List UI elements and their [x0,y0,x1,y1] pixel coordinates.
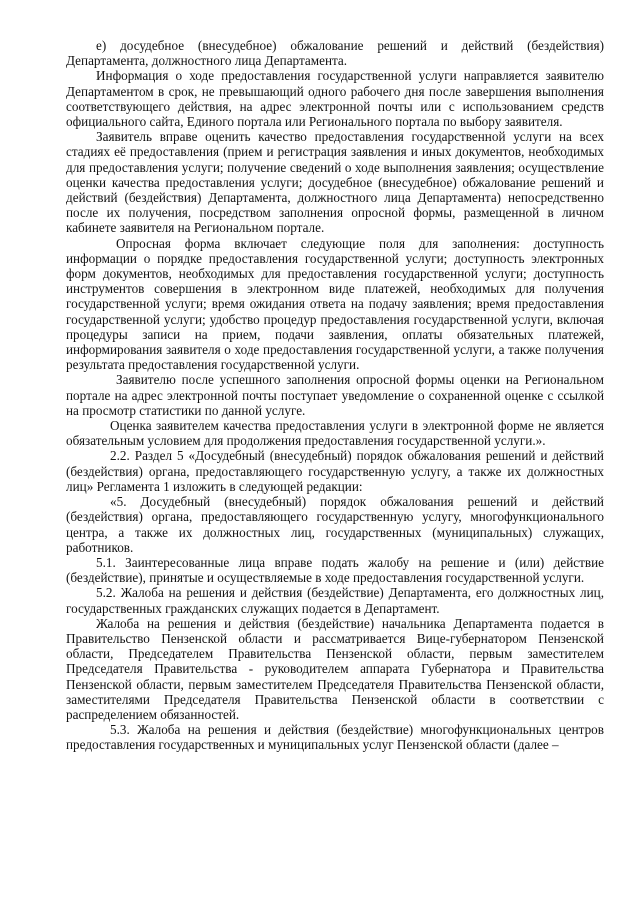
paragraph-section-5-3: 5.3. Жалоба на решения и действия (бездействие) многофункциональных центров предоставления государственных и муниципальных услуг Пензенской области (далее – [66,722,604,753]
paragraph-survey-fields: Опросная форма включает следующие поля для заполнения: доступность информации о порядке предоставления государственной услуги; доступность электронных форм документов, необходимых для предоставления государственной услуги; доступность инструментов совершения в электронном виде платежей, необходимых для получения государственной услуги; время ожидания ответа на подачу заявления; время предоставления государственной услуги; удобство процедур предоставления государственной услуги, включая процедуры записи на прием, подачи заявления, оплаты обязательных платежей, информирования заявителя о ходе предоставления государственной услуги, а также получения результата предоставления государственной услуги. [66,235,604,373]
paragraph-section-5-1: 5.1. Заинтересованные лица вправе подать жалобу на решение и (или) действие (бездействие), принятые и осуществляемые в ходе предоставления государственной услуги. [66,554,604,586]
paragraph-survey-notification: Заявителю после успешного заполнения опросной формы оценки на Региональном портале на адрес электронной почты поступает уведомление о сохраненной оценке с ссылкой на просмотр статистики по данной услуге. [66,372,604,418]
paragraph-status-info: Информация о ходе предоставления государственной услуги направляется заявителю Департаментом в срок, не превышающий одного рабочего дня после завершения выполнения соответствующего действия, на адрес электронной почты или с использованием средств официального сайта, Единого портала или Регионального портала по выбору заявителя. [66,68,604,130]
paragraph-item-e: е) досудебное (внесудебное) обжалование решений и действий (бездействия) Департамента, должностного лица Департамента. [66,38,604,69]
paragraph-section-2-2: 2.2. Раздел 5 «Досудебный (внесудебный) порядок обжалования решений и действий (бездействия) органа, предоставляющего государственную услугу, а также их должностных лиц» Регламента 1 изложить в следующей редакции: [66,448,604,494]
paragraph-quality-rating: Заявитель вправе оценить качество предоставления государственной услуги на всех стадиях её предоставления (прием и регистрация заявления и иных документов, необходимых для предоставления услуги; получение сведений о ходе выполнения заявления; осуществление оценки качества предоставления услуги; досудебное (внесудебное) обжалование решений и действий (бездействия) Департамента, должностного лица Департамента) непосредственно после их получения, посредством заполнения опросной формы, размещенной в личном кабинете заявителя на Региональном портале. [66,129,604,236]
paragraph-section-5-2: 5.2. Жалоба на решения и действия (бездействие) Департамента, его должностных лиц, государственных гражданских служащих подается в Департамент. [66,585,604,616]
paragraph-section-5-title: «5. Досудебный (внесудебный) порядок обжалования решений и действий (бездействия) органа, предоставляющего государственную услугу, многофункционального центра, а также их должностных лиц, государственных (муниципальных) служащих, работников. [66,494,604,555]
paragraph-rating-optional: Оценка заявителем качества предоставления услуги в электронной форме не является обязательным условием для продолжения предоставления государственной услуги.». [66,418,604,449]
document-page [66,38,604,753]
paragraph-complaint-head: Жалоба на решения и действия (бездействие) начальника Департамента подается в Правительство Пензенской области и рассматривается Вице-губернатором Пензенской области, Председателем Правительства Пензенской области, первым заместителем Председателя Правительства - руководителем аппарата Губернатора и Правительства Пензенской области, первым заместителем Председателя Правительства Пензенской области, заместителями Председателя Правительства Пензенской области в соответствии с распределением обязанностей. [66,615,604,722]
